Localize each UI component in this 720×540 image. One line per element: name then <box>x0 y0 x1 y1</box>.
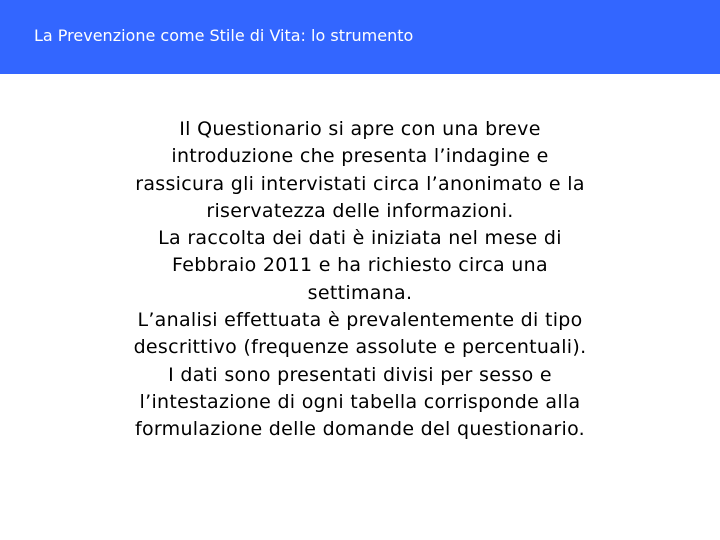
body-line: introduzione che presenta l’indagine e <box>171 145 549 168</box>
body-line: formulazione delle domande del questionario. <box>134 418 586 441</box>
body-line: rassicura gli intervistati circa l’anonimato e la <box>135 172 585 195</box>
body-line: Il Questionario si apre con una breve <box>179 118 541 140</box>
body-line: riservatezza delle informazioni. <box>206 199 514 222</box>
body-line: settimana. <box>307 281 413 304</box>
body-line: Febbraio 2011 e ha richiesto circa una <box>172 254 548 277</box>
body-line: I dati sono presentati divisi per sesso e <box>168 363 552 386</box>
body-text <box>40 116 680 444</box>
header-bar <box>0 0 720 74</box>
body-line: l’intestazione di ogni tabella corrisponde alla <box>139 390 581 413</box>
slide-title: La Prevenzione come Stile di Vita: lo strumento <box>34 26 414 45</box>
body-line: La raccolta dei dati è iniziata nel mese di <box>158 227 562 250</box>
body-line: L’analisi effettuata è prevalentemente di tipo <box>137 309 583 332</box>
body-line: descrittivo (frequenze assolute e percentuali). <box>133 336 587 359</box>
